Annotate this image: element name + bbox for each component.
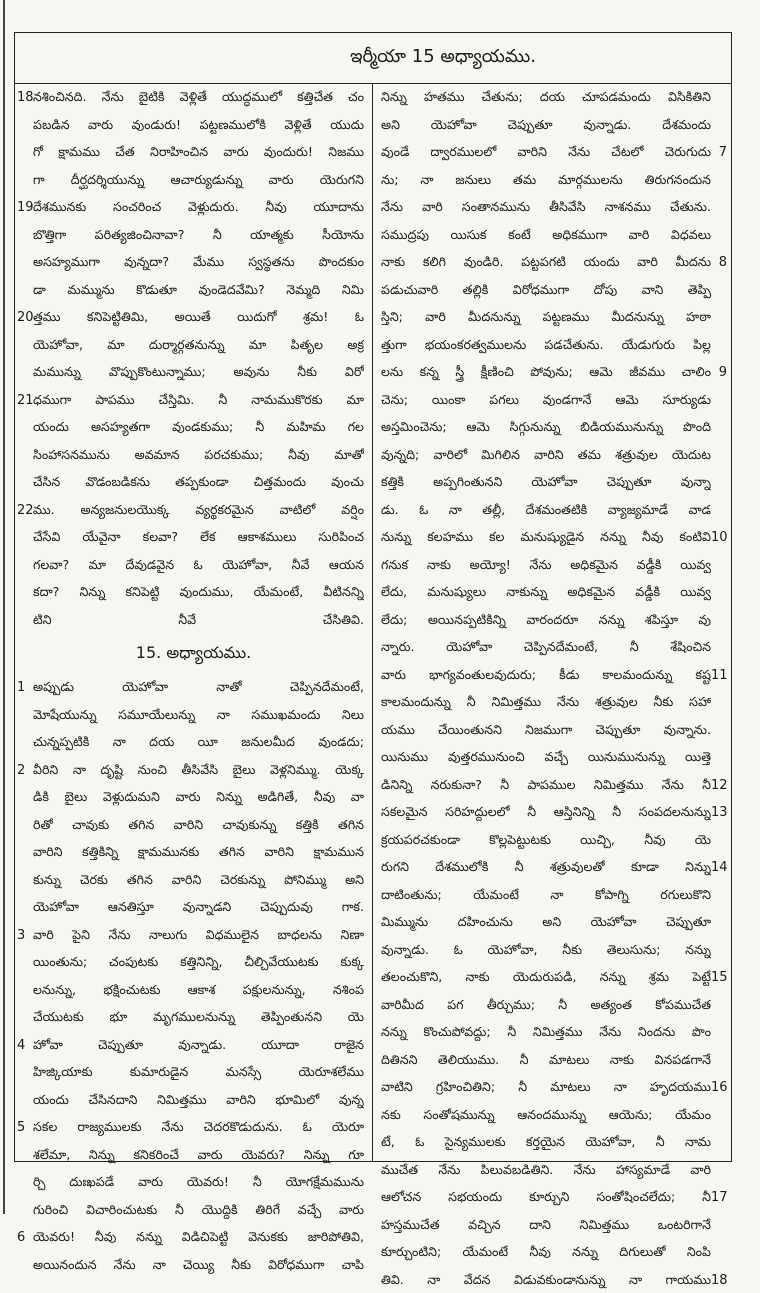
text-line	[373, 413, 731, 441]
verse-text: గలవా? మా దేవుడవైన ఓ యెహోవా, నీవే ఆయన	[33, 551, 364, 579]
text-line	[15, 331, 372, 359]
verse-number: 5	[17, 1114, 33, 1141]
verse-text: యందు చేసినదాని నిమిత్తము వారిని భూమిలో వున్న	[33, 1086, 364, 1114]
text-line	[15, 386, 372, 414]
text-line	[15, 1058, 372, 1086]
verse-text: చెను; యింకా పగలు వుండగానే ఆమె సూర్యుడు	[381, 386, 711, 414]
verse-text: వారిమీద పగ తీర్చుము; నీ అత్యంత కోపముచేత	[381, 991, 711, 1019]
verse-text: చేసేవి యేవైనా కలవా? లేక ఆకాశములు సురిపించ	[33, 523, 364, 551]
verse-text: క్రయపరచకుండా కొల్లపెట్టుటకు యిచ్చి, నీవు యె	[381, 826, 711, 854]
verse-text: కాలమందున్ను నీ నిమిత్తము నేను శత్రువుల నీకు సహా	[381, 688, 711, 716]
verse-text: డినిన్ని నరుకునా? నీ పాపముల నిమిత్తము నేను నీ	[381, 771, 711, 799]
text-line	[15, 276, 372, 304]
verse-text: ఆలోచన సభయందు కూర్చుని సంతోషించలేదు; నీ	[381, 1183, 711, 1211]
verse-text: నిన్ను హతము చేతును; దయ చూపడమందు విసికితిని	[381, 83, 711, 111]
page-header	[15, 33, 731, 84]
text-line	[15, 193, 372, 221]
text-line	[373, 1018, 731, 1046]
verse-text: దితినని తెలియుము. నీ మాటలు నాకు వినపడగానే	[381, 1046, 711, 1074]
verse-text: యెహోవా ఆనతిస్తూ వున్నాడని చెప్పుదువు గాక.	[33, 893, 364, 921]
verse-text: త్తము కనిపెట్టితిమి, అయితే యిదుగో శ్రమ! ఓ	[33, 303, 364, 331]
verse-number: 4	[17, 1032, 33, 1059]
text-line	[15, 441, 372, 469]
text-line	[15, 921, 372, 949]
text-line	[15, 756, 372, 784]
verse-text: ర్చి దుఃఖపడే వారు యెవరు! నీ యోగక్షేమమును	[33, 1168, 364, 1196]
verse-text: కదా? నిన్ను కనిపెట్టి వుందుము, యేమంటే, వీటినన్ని	[33, 578, 364, 606]
text-line	[373, 303, 731, 331]
text-line	[373, 633, 731, 661]
verse-number: 17	[711, 1184, 727, 1211]
text-line	[15, 166, 372, 194]
verse-number: 2	[17, 757, 33, 784]
text-line	[15, 893, 372, 921]
verse-text: టిని నీవే చేసితివి.	[33, 606, 364, 634]
text-line	[373, 1101, 731, 1129]
scripture-page	[14, 32, 732, 1162]
text-line	[15, 1223, 372, 1251]
verse-text: ను; నా జనులు తమ మార్గములను తిరుగనందున	[381, 166, 711, 194]
verse-text: రితో చావుకు తగిన వారిని చావుకున్ను కత్తికి తగిన	[33, 811, 364, 839]
text-line	[15, 866, 372, 894]
verse-text: రుగని దేశములోకి నీ శత్రువులతో కూడా నిన్ను	[381, 853, 711, 881]
text-line	[373, 523, 731, 551]
verse-text: వున్నాడు. ఓ యెహోవా, నీకు తెలుసును; నన్ను	[381, 936, 711, 964]
text-line	[373, 578, 731, 606]
text-line	[373, 936, 731, 964]
text-line	[373, 276, 731, 304]
text-line	[373, 661, 731, 689]
text-line	[373, 331, 731, 359]
right-column	[373, 83, 731, 1161]
text-line	[373, 1211, 731, 1239]
text-line	[373, 716, 731, 744]
verse-text: సకల రాజ్యములకు నేను చెదరకొడుదును. ఓ యెరూ	[33, 1113, 364, 1141]
verse-text: చేసిన వొడంబడికను తప్పకుండా చిత్తమందు వుంచు	[33, 468, 364, 496]
verse-text: సకలమైన సరిహద్దులలో నీ ఆస్తినిన్ని నీ సంపదలనున్ను	[381, 798, 711, 826]
verse-text: వారి పైని నేను నాలుగు విధములైన బాధలను నిణా	[33, 921, 364, 949]
verse-text: లనున్ను, భక్షించుటకు ఆకాశ పక్షులనున్ను, నశింప	[33, 976, 364, 1004]
text-line	[15, 303, 372, 331]
text-line	[373, 771, 731, 799]
verse-text: డికి బైలు వెళ్లుదుమని వారు నిన్ను అడిగితే, నీవు వా	[33, 783, 364, 811]
text-line	[15, 138, 372, 166]
text-line	[15, 358, 372, 386]
verse-text: యినుము వుత్తరమునుంచి వచ్చే యినుమునున్ను యిత్తె	[381, 743, 711, 771]
text-line	[373, 1266, 731, 1293]
text-line	[15, 1141, 372, 1169]
text-line	[15, 496, 372, 524]
text-line	[15, 1113, 372, 1141]
verse-text: ధముగా పాపము చేస్తిమి. నీ నామముకొరకు మా	[33, 386, 364, 414]
verse-number: 11	[711, 662, 727, 689]
verse-text: చున్నప్పటికి నా దయ యీ జనులమీద వుండదు;	[33, 728, 364, 756]
text-line	[373, 551, 731, 579]
verse-text: నకు సంతోషమున్ను ఆనందమున్ను ఆయెను; యేమం	[381, 1101, 711, 1129]
verse-number: 18	[17, 84, 33, 111]
verse-text: సముద్రపు యిసుక కంటే అధికముగా వారి విధవలు	[381, 221, 711, 249]
verse-text: పడుచువారి తల్లికి విరోధముగా దోపు వాని తెప్పి	[381, 276, 711, 304]
verse-text: మోషేయున్ను సమూయేలున్ను నా సముఖమందు నిలు	[33, 701, 364, 729]
verse-number: 1	[17, 674, 33, 701]
verse-number: 16	[711, 1074, 727, 1101]
verse-text: గనుక నాకు అయ్యో! నేను అధికమైన వడ్డీకి యివ్వ	[381, 551, 711, 579]
left-column	[15, 83, 373, 1161]
text-line	[373, 468, 731, 496]
verse-text: వాటిని గ్రహించితిని; నీ మాటలు నా హృదయము	[381, 1073, 711, 1101]
verse-number: 22	[17, 497, 33, 524]
page-edge-rule	[3, 0, 5, 1214]
text-line	[373, 83, 731, 111]
verse-text: డు. ఓ నా తల్లీ, దేశమంతటికి వ్యాజ్యమాడే వాడ	[381, 496, 711, 524]
page-body	[15, 83, 731, 1161]
text-line	[373, 963, 731, 991]
verse-text: ము. అన్యజనులయొక్క వ్యర్థకరమైన వాటిలో వర్షిం	[33, 496, 364, 524]
text-line	[373, 688, 731, 716]
verse-text: నన్ను కొంచుపోవద్దు; నీ నిమిత్తము నేను నిందను పొం	[381, 1018, 711, 1046]
verse-text: గురించి విచారించుటకు నీ యొద్దికి తిరిగే వచ్చే వారు	[33, 1196, 364, 1224]
verse-text: యెవరు! నీవు నన్ను విడిచిపెట్టి వెనుకకు జారిపోతివి,	[33, 1223, 364, 1251]
verse-text: అస్తమించెను; ఆమె సిగ్గునున్ను బిడియమునున్ను పొంది	[381, 413, 711, 441]
verse-number: 8	[711, 249, 727, 276]
text-line	[15, 221, 372, 249]
verse-text: చేయుటకు భూ మృగములనున్ను తెప్పింతునని యె	[33, 1003, 364, 1031]
verse-text: మమున్ను వొప్పుకొంటున్నాము; అవును నీకు విరో	[33, 358, 364, 386]
verse-text: దాటింతును; యేమంటే నా కోపాగ్ని రగులుకొని	[381, 881, 711, 909]
verse-number: 6	[17, 1224, 33, 1251]
text-line	[15, 701, 372, 729]
text-line	[373, 1046, 731, 1074]
text-line	[15, 1086, 372, 1114]
verse-number: 7	[711, 139, 727, 166]
verse-text: యెహోవా, మా దుర్మార్గతనున్ను మా పితృల అక్ర	[33, 331, 364, 359]
text-line	[373, 221, 731, 249]
verse-number: 20	[17, 304, 33, 331]
text-line	[15, 1168, 372, 1196]
text-line	[15, 413, 372, 441]
text-line	[373, 166, 731, 194]
text-line	[15, 838, 372, 866]
page-title: ఇర్మీయా 15 అధ్యాయము.	[350, 46, 536, 71]
verse-text: కున్ను చెరకు తగిన వారిని చెరకున్ను పోనిమ్ము అని	[33, 866, 364, 894]
verse-text: అసహ్యముగా వున్నదా? మేము స్వస్థతను పొందకుం	[33, 248, 364, 276]
verse-number: 12	[711, 772, 727, 799]
verse-text: హిజ్కియాకు కుమారుడైన మనస్సే యెరూశలేము	[33, 1058, 364, 1086]
verse-text: లను కన్న స్త్రీ క్షీణించి పోవును; ఆమె జీవము చాలిం	[381, 358, 711, 386]
verse-number: 18	[711, 1267, 727, 1293]
text-line	[15, 468, 372, 496]
verse-text: నాకు కలిగి వుండిరి. పట్టపగటి యందు వారి మీదను	[381, 248, 711, 276]
text-line	[373, 606, 731, 634]
text-line	[373, 358, 731, 386]
text-line	[15, 578, 372, 606]
text-line	[373, 798, 731, 826]
verse-text: వీరిని నా దృష్టి నుంచి తీసివేసి బైలు వెళ్లనిమ్ము. యెక్క	[33, 756, 364, 784]
verse-text: కత్తికి అప్పగింతునని యెహోవా చెప్పుతూ వున్నా	[381, 468, 711, 496]
text-line	[15, 523, 372, 551]
text-line	[373, 881, 731, 909]
text-line	[373, 386, 731, 414]
verse-text: గో క్షామము చేత నిరాహించిన వారు వుందురు! నిజము	[33, 138, 364, 166]
text-line	[373, 826, 731, 854]
verse-text: గా దీర్ఘదర్శియున్ను ఆచార్యుడున్ను వారు యెరుగని	[33, 166, 364, 194]
verse-text: టే, ఓ సైన్యములకు కర్తయైన యెహోవా, నీ నామ	[381, 1128, 711, 1156]
text-line	[15, 1251, 372, 1279]
verse-text: వుండే ద్వారములలో వారిని నేను చేటలో చెరుగుదు	[381, 138, 711, 166]
verse-text: వున్నది; వారిలో మిగిలిన వారిని తమ శత్రువుల యెదుట	[381, 441, 711, 469]
verse-text: శలేమా, నిన్ను కనికరించే వారు యెవరు? నిన్ను గూ	[33, 1141, 364, 1169]
verse-text: డా మమ్మును కొడుతూ వుండెదవేమి? నెమ్మది నిమి	[33, 276, 364, 304]
text-line	[373, 496, 731, 524]
verse-text: తివి. నా వేదన విడువకుండానున్ను నా గాయము	[381, 1266, 711, 1293]
text-line	[15, 728, 372, 756]
text-line	[373, 248, 731, 276]
verse-text: లేదు, మనుష్యులు నాకున్ను అధికమైన వడ్డీకి యివ్వ	[381, 578, 711, 606]
text-line	[373, 1073, 731, 1101]
text-line	[373, 1156, 731, 1184]
verse-text: అని యెహోవా చెప్పుతూ వున్నాడు. దేశమందు	[381, 111, 711, 139]
chapter-heading: 15. అధ్యాయము.	[15, 633, 372, 673]
verse-text: సింహాసనమును అవమాన పరచకుము; నీవు మాతో	[33, 441, 364, 469]
verse-text: నేను వారి సంతానమును తీసివేసి నాశనము చేతును.	[381, 193, 711, 221]
text-line	[15, 948, 372, 976]
verse-text: స్తిని; వారి మీదనున్ను పట్టణము మీదనున్ను హఠా	[381, 303, 711, 331]
text-line	[15, 811, 372, 839]
text-line	[15, 606, 372, 634]
verse-number: 9	[711, 359, 727, 386]
verse-text: తలంచుకొని, నాకు యెదురుపడి, నన్ను శ్రమ పెట్టే	[381, 963, 711, 991]
verse-text: వారు భాగ్యవంతులవుదురు; కీడు కాలమందున్ను కష్ట	[381, 661, 711, 689]
text-line	[373, 991, 731, 1019]
verse-text: పబడిన వారు వుండురు! పట్టణములోకి వెళ్లితే యుదు	[33, 111, 364, 139]
verse-text: యింతును; చంపుటకు కత్తినిన్ని, చీల్చివేయుటకు కుక్క	[33, 948, 364, 976]
text-line	[373, 138, 731, 166]
text-line	[15, 551, 372, 579]
verse-text: త్తుగా భయంకరత్వములను పడచేతును. యేడుగురు పిల్ల	[381, 331, 711, 359]
text-line	[15, 248, 372, 276]
text-line	[373, 193, 731, 221]
text-line	[15, 673, 372, 701]
text-line	[15, 83, 372, 111]
text-line	[373, 908, 731, 936]
text-line	[373, 441, 731, 469]
verse-number: 21	[17, 387, 33, 414]
verse-text: న్నారు. యెహోవా చెప్పినదేమంటే, నీ శేషించిన	[381, 633, 711, 661]
text-line	[15, 1031, 372, 1059]
verse-text: హస్తముచేత వచ్చిన దాని నిమిత్తము ఒంటరిగానే	[381, 1211, 711, 1239]
text-line	[373, 1183, 731, 1211]
text-line	[15, 111, 372, 139]
verse-text: నశించినది. నేను బైటికి వెళ్లితే యుద్ధములో కత్తిచేత చం	[33, 83, 364, 111]
verse-text: యము చేయింతునని నిజముగా చెప్పుతూ వున్నాను.	[381, 716, 711, 744]
text-line	[15, 1196, 372, 1224]
verse-number: 14	[711, 854, 727, 881]
verse-text: బొత్తిగా పరిత్యజించినావా? నీ యాత్మకు సీయోను	[33, 221, 364, 249]
verse-number: 15	[711, 964, 727, 991]
text-line	[373, 111, 731, 139]
verse-text: హోవా చెప్పుతూ వున్నాడు. యూదా రాజైన	[33, 1031, 364, 1059]
verse-text: అప్పుడు యెహోవా నాతో చెప్పినదేమంటే,	[33, 673, 364, 701]
verse-text: లేదు; అయినప్పటికిన్ని వారందరూ నన్ను శపిస్తూ వు	[381, 606, 711, 634]
text-line	[15, 1003, 372, 1031]
verse-text: ముచేత నేను పిలువబడితిని. నేను హాస్యమాడే వారి	[381, 1156, 711, 1184]
text-line	[373, 853, 731, 881]
verse-text: దేశమునకు సంచరించ వెళ్లుదురు. నీవు యూదాను	[33, 193, 364, 221]
text-line	[15, 783, 372, 811]
verse-text: కూర్చుంటిని; యేమంటే నీవు నన్ను దిగులుతో నింపి	[381, 1238, 711, 1266]
verse-text: నున్ను కలహము కల మనుష్యుడైన నన్ను నీవు కంటివి	[381, 523, 711, 551]
verse-number: 3	[17, 922, 33, 949]
text-line	[373, 1128, 731, 1156]
verse-text: మిమ్మును దహించును అని యెహోవా చెప్పుతూ	[381, 908, 711, 936]
verse-text: అయినందున నేను నా చెయ్యి నీకు విరోధముగా చాపి	[33, 1251, 364, 1279]
verse-number: 10	[711, 524, 727, 551]
text-line	[15, 976, 372, 1004]
verse-number: 13	[711, 799, 727, 826]
verse-text: వారిని కత్తికిన్ని క్షామమునకు తగిన వారిని క్షామమున	[33, 838, 364, 866]
text-line	[373, 1238, 731, 1266]
text-line	[373, 743, 731, 771]
verse-number: 19	[17, 194, 33, 221]
verse-text: యందు అసహ్యతగా వుండకుము; నీ మహిమ గల	[33, 413, 364, 441]
